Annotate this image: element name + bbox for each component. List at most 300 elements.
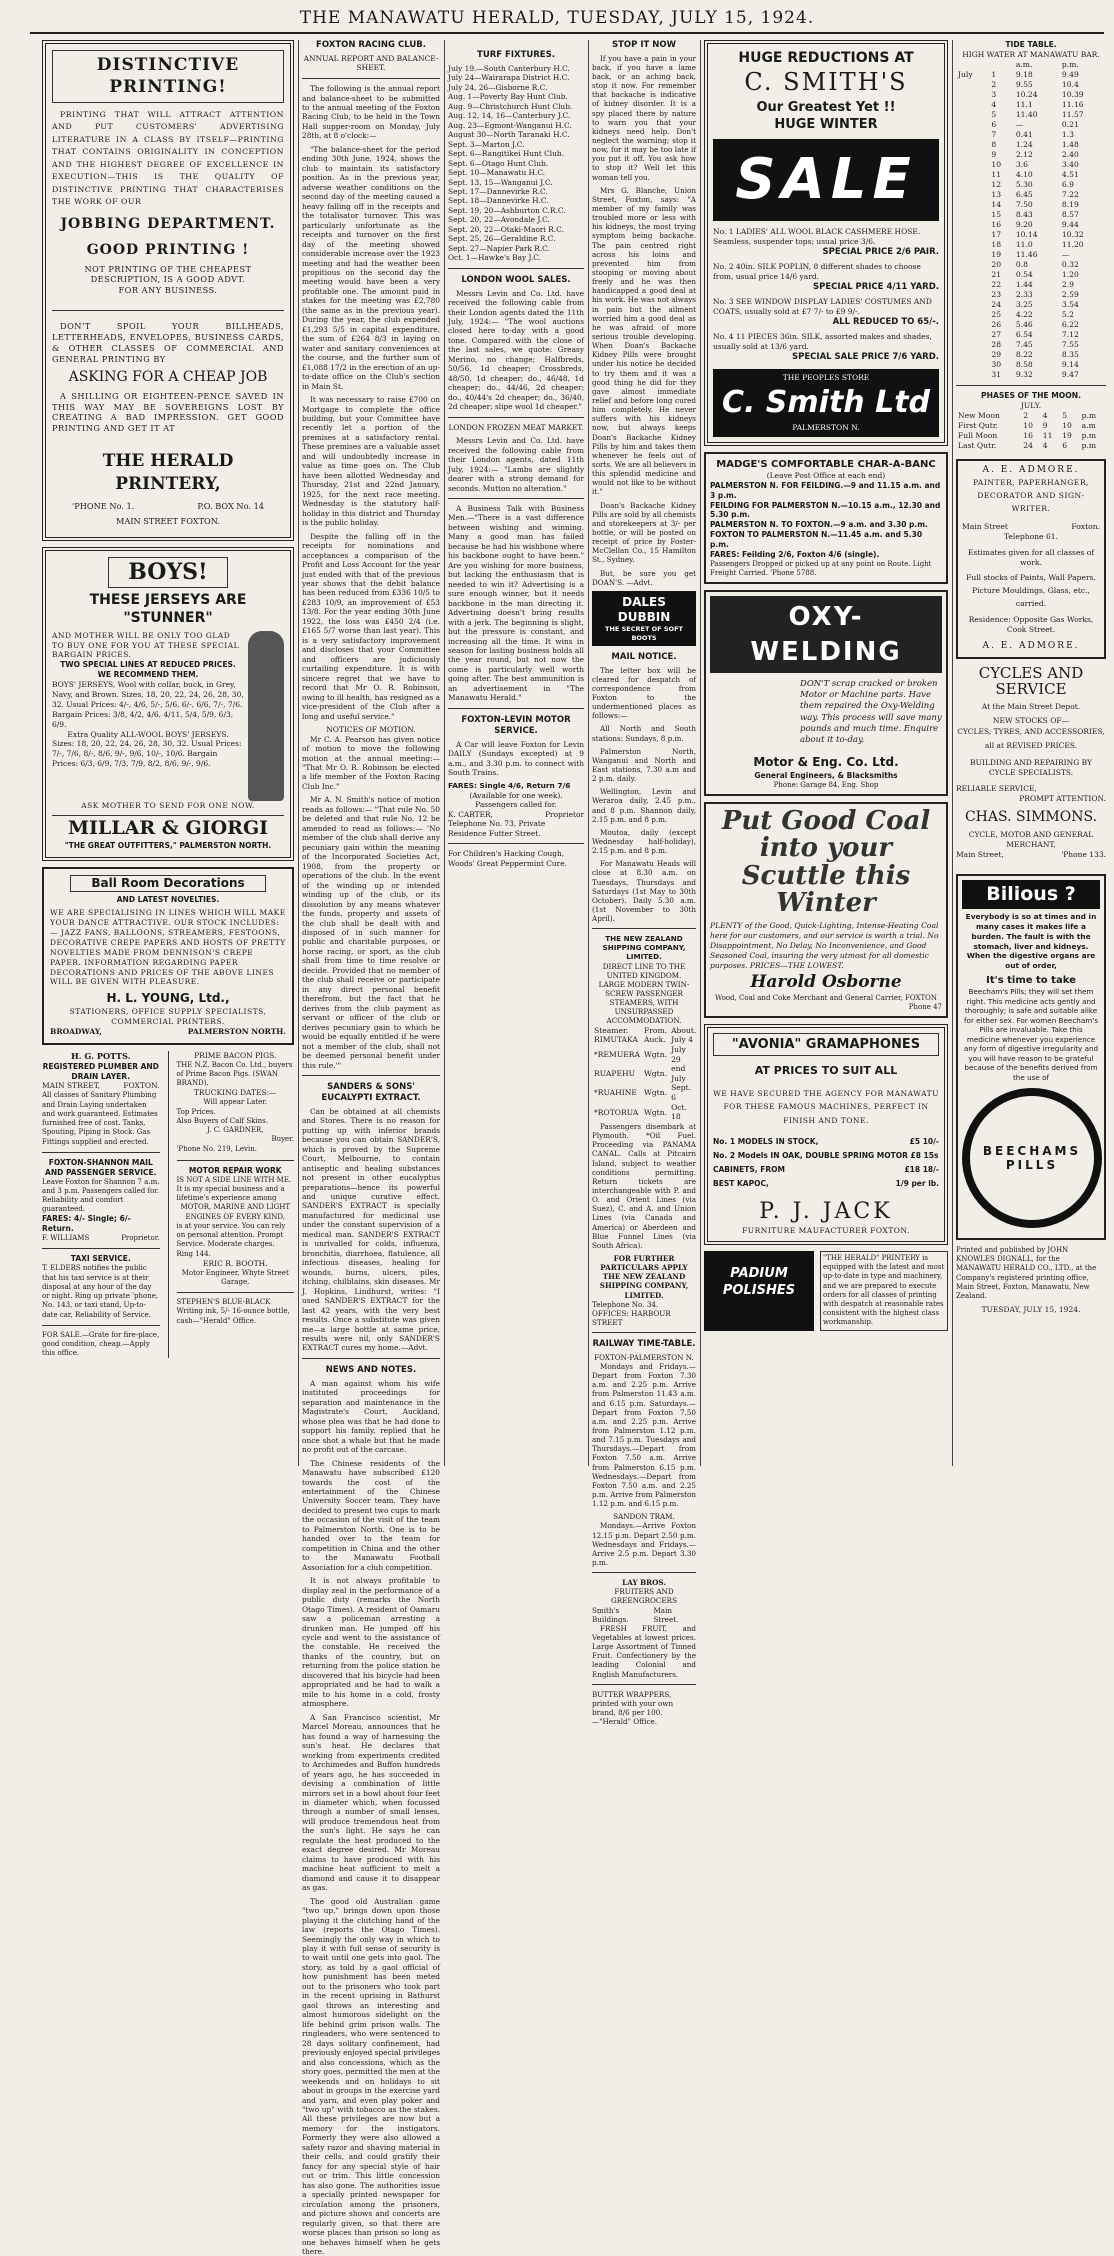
table-cell: — — [1015, 120, 1024, 129]
madge-title: MADGE'S COMFORTABLE CHAR-A-BANC — [716, 458, 936, 470]
ink-ad: STEPHEN'S BLUE-BLACK Writing ink, 5/- 16-ounce bottle, cash—"Herald" Office. — [176, 1298, 290, 1325]
boys-ask: ASK MOTHER TO SEND FOR ONE NOW. — [81, 800, 255, 810]
table-cell: 19 — [1062, 431, 1072, 441]
divider — [592, 1332, 696, 1333]
table-cell: 27 — [991, 330, 1002, 340]
table-cell: 5 — [991, 109, 997, 119]
smith-logo — [713, 369, 939, 436]
tide-row — [956, 360, 1106, 370]
table-cell: 18 — [991, 240, 1002, 250]
news-para: It is not always profitable to display zeal in the performance of a public duty (remarks the North Otago Times). A resident of Oamaru saw a policeman arresting a drunken man. He jumped off his cycle and went to the assistance of the constable. He received the thanks of the country, but on returning from the police station he discovered that his bicycle had been appropriated and he had to walk a mile to his home in a cold, frosty atmosphere. — [302, 1576, 440, 1709]
tide-row — [956, 150, 1106, 160]
bilious-title: Bilious ? — [962, 880, 1100, 909]
racing-para: The following is the annual report and balance-sheet to be submitted to the annual meeting of the Foxton Racing Club, to be held in the Town Hall supper-room on Monday, July 28th, at 8 o'clock:— — [302, 84, 440, 141]
table-cell: 0.8 — [1015, 260, 1028, 270]
turf-fixture: Sept. 19, 20—Ashburton C.R.C. — [448, 205, 566, 215]
turf-fixture: Sept. 13, 15—Wanganui J.C. — [448, 177, 553, 187]
column-5 — [704, 40, 948, 1466]
price-row — [713, 1137, 939, 1147]
levin-owner-row — [448, 810, 584, 819]
price-row — [713, 1179, 939, 1189]
ship-row — [592, 1103, 698, 1122]
divider — [448, 843, 584, 844]
broadway: BROADWAY, — [50, 1026, 102, 1036]
table-cell: 9 — [991, 150, 997, 160]
turf-title: TURF FIXTURES. — [477, 50, 555, 60]
table-cell: 7.55 — [1061, 340, 1079, 350]
table-cell — [956, 310, 989, 320]
ballroom-body: WE ARE SPECIALISING IN LINES WHICH WILL MAKE YOUR DANCE ATTRACTIVE. OUR STOCK INCLUDES:— JAZZ FANS, BALLOONS, STREAMERS, FESTOONS, DECORATIVE CREPE PAPERS AND HOSTS OF PRETTY NOVELTIES MADE FROM DENNISON'S CREPE PAPER. INFORMATION REGARDING PAPER DECORATIONS AND PRICES OF THE ABOVE LINES WILL BE GIVEN WITH PLEASURE. — [50, 908, 286, 987]
table-cell: 6 — [1062, 441, 1068, 451]
table-cell: 12 — [991, 180, 1002, 190]
beechams-logo-text: BEECHAMS PILLS — [982, 1143, 1082, 1172]
turf-fixture: Aug. 1—Poverty Bay Hunt Club. — [448, 92, 568, 102]
table-cell — [956, 260, 989, 270]
nz-direct: DIRECT LINE TO THE UNITED KINGDOM. — [602, 961, 686, 980]
table-cell: 4.10 — [1015, 170, 1033, 180]
column-rule — [298, 40, 299, 1466]
tide-row — [956, 340, 1106, 350]
turf-fixture: Aug. 12, 14, 16—Canterbury J.C. — [448, 111, 571, 121]
news-para: The good old Australian game "two up," brings down upon those playing it the clutching hand of the law (reports the Otago Times). Seemingly the only way in which to play it with full sense of security is to wait until one gets into gaol. The story, as told by a gaol official of how punishment has been meted out to the prisoners who took part in the recent uprising in Bathurst gaol throws an interesting and almost humorous sidelight on the life behind grim prison walls. The ringleaders, who were sentenced to 28 days solitary confinement, had previously enjoyed special privileges and also concessions, which as the story goes, permitted the men at the weekends and on holidays to sit about in groups in the exercise yard and yarn, and even play poker and "two up" with tobacco as the stakes. All these privileges are now but a memory for the instigators. Formerly they were also allowed a safety razor and shaving material in their cells, and could gratify their fancy for any special style of hair cut or trim. This little concession has also gone. The authorities issue a specially printed newspaper for circulation among the prisoners, and picture shows and concerts are regularly given, so that there are worse places than prison so long as one behaves himself when he gets there. — [302, 1896, 440, 2256]
admore-addr — [962, 522, 1100, 532]
potts-body: All classes of Sanitary Plumbing and Drain Laying undertaken and work guaranteed. Estimates furnished free of cost. Tanks, Spouting, Piping in Stock. Gas Fittings supplied and erected. — [42, 1091, 158, 1146]
table-cell — [956, 230, 989, 240]
table-cell: 3.54 — [1061, 300, 1079, 310]
potts-trade: REGISTERED PLUMBER AND DRAIN LAYER. — [42, 1061, 159, 1081]
lay-street: Main Street. — [653, 1605, 679, 1624]
route-line: FEILDING FOR PALMERSTON N.—10.15 a.m., 12.30 and 5.30 p.m. — [710, 500, 941, 520]
pn: PALMERSTON NORTH. — [187, 1026, 286, 1036]
table-cell: 8.19 — [1061, 200, 1079, 210]
moon-table — [956, 411, 1106, 451]
turf-fixture: July 19.—South Canterbury H.C. — [448, 63, 570, 73]
sale-item-price: SPECIAL PRICE 2/6 PAIR. — [822, 247, 939, 258]
madge-lines — [710, 481, 942, 560]
tram-body: Mondays.—Arrive Foxton 12.15 p.m. Depart 2.50 p.m. Wednesdays and Fridays.—Arrive 2.5 p.m. Depart 3.30 p.m. — [592, 1521, 696, 1567]
column-6 — [956, 40, 1106, 1466]
tide-row — [956, 320, 1106, 330]
butter-ad: BUTTER WRAPPERS, printed with your own brand, 8/6 per 100.—"Herald" Office. — [592, 1689, 674, 1727]
table-cell: 29 — [991, 350, 1002, 360]
table-cell: 19 — [991, 250, 1002, 260]
table-cell — [956, 200, 989, 210]
table-cell: 1.24 — [1015, 140, 1033, 150]
bottom-left — [42, 1051, 160, 1359]
lay-addr — [592, 1606, 696, 1624]
table-cell — [956, 110, 989, 120]
nz-further: FOR FURTHER PARTICULARS APPLY THE NEW ZEALAND SHIPPING COMPANY, LIMITED. — [599, 1253, 689, 1300]
bacon-buyer-name: J. C. GARDNER, — [206, 1126, 264, 1135]
table-cell: 3.6 — [1015, 160, 1028, 170]
meat-body: Messrs Levin and Co. Ltd. have received the following cable from their London agents, dated 11th July, 1924:— "Lambs are slightly dearer with a strong demand for seconds. Mutton no alteration." — [448, 436, 584, 493]
tide-row — [956, 190, 1106, 200]
bacon-phone: 'Phone No. 219, Levin. — [176, 1144, 257, 1153]
table-cell: 0.54 — [1015, 270, 1033, 280]
table-cell: 31 — [991, 370, 1002, 380]
distinctive-title: DISTINCTIVE PRINTING! — [52, 50, 284, 103]
smith-items — [713, 227, 939, 363]
table-cell: 10 — [991, 160, 1002, 170]
table-cell: 4 — [1042, 441, 1048, 451]
sale-item-desc: No. 1 LADIES' ALL WOOL BLACK CASHMERE HOSE. Seamless, suspender tops; usual price 3/6. — [713, 227, 921, 247]
table-cell: 0.21 — [1061, 120, 1079, 129]
tide-row — [956, 120, 1106, 130]
imprint-date: TUESDAY, JULY 15, 1924. — [981, 1305, 1081, 1315]
sale-item — [713, 332, 939, 363]
table-cell: 2.33 — [1015, 290, 1033, 300]
madge-leave: (Leave Post Office at each end) — [766, 470, 886, 480]
hl-young-sub: STATIONERS, OFFICE SUPPLY SPECIALISTS, COMMERCIAL PRINTERS. — [69, 1007, 267, 1027]
table-cell: 5.30 — [1015, 180, 1033, 190]
table-cell: end July — [671, 1064, 686, 1083]
sale-item-price: SPECIAL PRICE 4/11 YARD. — [812, 282, 939, 293]
moon-title: PHASES OF THE MOON. — [981, 391, 1081, 401]
moon-row — [956, 421, 1106, 431]
coal-sub: Wood, Coal and Coke Merchant and General Carrier, FOXTON — [714, 993, 938, 1002]
stop-para: Mrs G. Blanche, Union Street, Foxton, says: "A member of my family was troubled more or less with his kidneys, the most trying symptom being backache. The pain centred right across his loins and prevented him from stooping or moving about freely and he was then handicapped a good deal at his work. He was not always in pain but the ailment worried him a good deal as he was afraid of more serious trouble developing. When Doan's Backache Kidney Pills were brought under his notice he decided to try them and it was a good thing he did for they gave almost immediate relief and before long cured him completely. He never suffers with his kidneys now, but always keeps Doan's Backache Kidney Pills by him and takes them whenever he feels out of sorts. We are all believers in this splendid medicine and would not like to be without it." — [592, 185, 696, 497]
table-cell: p.m — [1081, 411, 1097, 421]
price-item: No. 1 MODELS IN STOCK, — [713, 1137, 819, 1147]
column-rule — [700, 40, 701, 1466]
admore-est: Estimates given for all classes of work. — [967, 548, 1095, 568]
tide-row — [956, 160, 1106, 170]
levin-tel: Telephone No. 73, Private Residence Futter Street. — [448, 819, 546, 838]
cycles-phone: 'Phone 133. — [1061, 850, 1106, 860]
bilious-body-1: Everybody is so at times and in many cases it makes life a burden. The fault is with the stomach, liver and kidneys. When the digestive organs are out of order, — [965, 912, 1097, 971]
moon-row — [956, 441, 1106, 451]
divider — [592, 928, 696, 929]
tide-row — [956, 220, 1106, 230]
table-cell: Wgtn. — [643, 1107, 668, 1117]
stop-para: Doan's Backache Kidney Pills are sold by all chemists and storekeepers at 3/- per bottle, or will be posted on receipt of price by Foster-McClellan Co., 15 Hamilton St., Sydney. — [592, 500, 696, 565]
table-cell — [956, 80, 989, 90]
lay-building: Smith's Buildings. — [592, 1605, 629, 1624]
divider — [177, 1292, 295, 1293]
table-cell: 4 — [991, 99, 997, 109]
avonia-title: "AVONIA" GRAMAPHONES — [713, 1033, 939, 1056]
table-cell: 30 — [991, 360, 1002, 370]
route-line: FARES: Feilding 2/6, Foxton 4/6 (single). — [710, 550, 880, 560]
good-printing-title: GOOD PRINTING ! — [86, 242, 250, 259]
table-cell: 25 — [991, 310, 1002, 320]
mail-para: Wellington, Levin and Weraroa daily, 2.45 p.m., and 8 p.m. Shannon daily, 2.15 p.m. and 8 p.m. — [592, 787, 696, 824]
for-sale: FOR SALE.—Grate for fire-place, good condition, cheap.—Apply this office. — [42, 1330, 160, 1358]
table-cell: 10.32 — [1061, 230, 1084, 240]
boy-illustration — [248, 631, 284, 801]
tide-row — [956, 300, 1106, 310]
mail-para: All North and South stations: Sundays, 8 p.m. — [592, 724, 696, 743]
table-cell: July 4 — [671, 1035, 693, 1045]
levin-after: (Available for one week). Passengers called for. — [469, 790, 563, 810]
racing-para: Despite the falling off in the receipts for nominations and acceptances a comparison of the Profit and Loss Account for the year just ended with that of the previous year shows that the debit balance has been reduced from £336 10/5 to £283 10/9, an improvement of £53 13/8. For the year ending 30th June 1922, the loss was £450 2/4 (i.e. £165 5/7 worse than last year). This is a very satisfactory improvement and discloses that your Committee and officers are judiciously curtailing expenditure. It is with sincere regret that we have to record that Mr O. R. Robinson, owing to ill health, has resigned as a vice-president of the Club after a long and useful service." — [302, 531, 440, 721]
bacon-top: Top Prices. — [176, 1107, 216, 1116]
table-cell: 11.0 — [1015, 240, 1033, 250]
mail-title: FOXTON-SHANNON MAIL AND PASSENGER SERVICE. — [45, 1157, 157, 1177]
jobbing-department: JOBBING DEPARTMENT. — [60, 215, 276, 232]
ships-table — [592, 1026, 698, 1122]
news-continued — [448, 40, 584, 44]
oxy-text: DON'T scrap cracked or broken Motor or Machine parts. Have them repaired the Oxy-Welding way. This process will save many pounds and much time. Enquire about it to-day. — [800, 679, 942, 746]
table-cell — [956, 250, 989, 260]
tide-row — [956, 280, 1106, 290]
stop-para: But, be sure you get DOAN'S. —Advt. — [592, 568, 696, 587]
table-cell: Auck. — [643, 1035, 666, 1045]
masthead-rule — [30, 32, 1104, 34]
printery-street: MAIN STREET FOXTON. — [115, 515, 221, 526]
table-cell: 3.40 — [1061, 160, 1079, 170]
boys-title: BOYS! — [108, 557, 228, 588]
cycles-title: CYCLES AND SERVICE — [978, 663, 1084, 699]
admore-tel: Telephone 61. — [1003, 531, 1059, 541]
dont-spoil-text: DON'T SPOIL YOUR BILLHEADS, LETTERHEADS, ENVELOPES, BUSINESS CARDS, & OTHER CLASSES OF COMMERCIAL AND GENERAL PRINTING BY — [52, 321, 284, 364]
oxy-title: OXY-WELDING — [710, 596, 942, 673]
table-cell — [956, 370, 989, 380]
taxi-body: T. ELDERS notifies the public that his taxi service is at their disposal at any hour of the day or night. Ring up private 'phone, No. 143, or taxi stand, Up-to-date car, Reliability of Service. — [42, 1264, 159, 1319]
table-cell: 4.51 — [1061, 170, 1079, 180]
levin-owner: K. CARTER, — [448, 809, 493, 819]
table-cell: *REMUERA — [594, 1049, 640, 1059]
tide-row — [956, 240, 1106, 250]
tide-row — [956, 70, 1106, 80]
nz-offices: OFFICES: HARBOUR STREET — [592, 1308, 671, 1327]
oxy-phone: Phone: Garage 84, Eng. Shop — [773, 780, 879, 789]
turf-fixture: July 24, 26—Gisborne R.C. — [448, 82, 548, 92]
news-title: NEWS AND NOTES. — [325, 1364, 417, 1375]
nz-large: LARGE MODERN TWIN-SCREW PASSENGER STEAMERS, WITH UNSURPASSED ACCOMMODATION. — [598, 979, 690, 1026]
table-cell — [956, 150, 989, 160]
table-cell — [956, 360, 989, 370]
mail-para: For Manawatu Heads will close at 8.30 a.m. on Tuesdays, Thursdays and Saturdays (1st May to 30th October). Daily 5.30 a.m. (1st November to 30th April). — [592, 859, 696, 924]
dales-dubbin-ad — [592, 591, 696, 646]
moon-month: JULY. — [1020, 401, 1042, 411]
smith-logo-town: PALMERSTON N. — [792, 422, 860, 432]
table-cell: 14 — [991, 200, 1002, 210]
turf-fixture: Sept. 27—Napier Park R.C. — [448, 243, 550, 253]
column-rule — [588, 40, 589, 1466]
admore-name-2: A. E. ADMORE. — [982, 640, 1080, 651]
motor-title: MOTOR REPAIR WORK — [188, 1165, 282, 1175]
column-rule — [952, 40, 953, 1466]
masthead: THE MANAWATU HERALD, TUESDAY, JULY 15, 1924. — [299, 8, 815, 28]
table-cell: 20 — [991, 260, 1002, 270]
price-item: CABINETS, FROM — [713, 1165, 785, 1175]
table-cell — [956, 130, 989, 140]
table-cell — [956, 350, 989, 360]
table-cell: Wgtn. — [643, 1088, 668, 1098]
header-cell — [989, 60, 1013, 70]
tram-title: SANDON TRAM. — [613, 1512, 675, 1522]
column-4 — [592, 40, 697, 1727]
potts-name: H. G. POTTS. — [71, 1050, 131, 1061]
table-cell: 10 — [1062, 421, 1072, 431]
tide-row — [956, 230, 1106, 240]
table-cell: 16 — [991, 220, 1002, 230]
tide-table — [956, 60, 1106, 381]
sale-item-desc: No. 4 11 PIECES 36in. SILK, assorted makes and shades, usually sold at 13/6 yard. — [713, 332, 932, 352]
tide-row — [956, 110, 1106, 120]
table-cell: 4.22 — [1015, 310, 1033, 320]
levin-fares: FARES: Single 4/6, Return 7/6 — [448, 781, 571, 791]
racing-title: FOXTON RACING CLUB. — [316, 40, 426, 50]
table-cell: 7 — [991, 130, 997, 140]
bilious-take: It's time to take — [986, 974, 1076, 986]
table-cell — [956, 280, 989, 290]
table-cell: 1.44 — [1015, 280, 1033, 290]
cycles-firm: CHAS. SIMMONS. — [964, 809, 1098, 825]
meat-title: LONDON FROZEN MEAT MARKET. — [448, 422, 584, 432]
turf-fixture: Sept. 18—Dannevirke H.C. — [448, 196, 549, 206]
sale-item-price: ALL REDUCED TO 65/-. — [832, 317, 939, 328]
millar-giorgi: MILLAR & GIORGI — [52, 815, 284, 841]
turf-fixture: Oct. 1—Hawke's Bay J.C. — [448, 253, 542, 263]
distinctive-body: PRINTING THAT WILL ATTRACT ATTENTION AND PUT CUSTOMERS' ADVERTISING LITERATURE IN A CLASS BY ITSELF—PRINTING THAT CONTAINS ORIGINALITY IN CONCEPTION AND THE HIGHEST DEGREE OF EXCELLENCE IN EXECUTION—THIS IS THE QUALITY OF DISTINCTIVE PRINTING THAT CHARACTERISES THE WORK OF OUR — [52, 109, 284, 207]
table-cell — [956, 340, 989, 350]
admore-street: Main Street — [962, 521, 1008, 531]
divider — [592, 1572, 696, 1573]
tide-row — [956, 370, 1106, 380]
turf-fixture: Aug. 9—Christchurch Hunt Club. — [448, 101, 573, 111]
table-cell: First Qutr. — [958, 421, 999, 431]
header-cell: p.m. — [1061, 59, 1079, 69]
table-cell: Wgtn. — [643, 1049, 668, 1059]
divider — [448, 498, 584, 499]
table-cell: 0.41 — [1015, 130, 1033, 140]
price-row — [713, 1151, 939, 1161]
potts-street: MAIN STREET, — [42, 1081, 101, 1091]
ship-row — [592, 1064, 698, 1083]
beechams-clock-logo — [962, 1088, 1102, 1228]
route-line: PALMERSTON N. TO FOXTON.—9 a.m. and 3.30 p.m. — [710, 520, 928, 530]
motor-ring: Ring 144. — [176, 1249, 211, 1258]
coal-phone: Phone 47 — [908, 1002, 942, 1011]
tide-row — [956, 270, 1106, 280]
table-header — [956, 60, 1106, 70]
herald-printery-title: THE HERALD PRINTERY, — [102, 451, 234, 494]
table-cell: Sept. 6 — [671, 1083, 692, 1103]
table-cell: 8.58 — [1015, 360, 1033, 370]
business-talk: A Business Talk with Business Men.—"There is a vast difference between wishing and winning. Many a good man has failed because he had his wishbone where his backbone ought to have been." Are you wishing for more business, but lacking the enthusiasm that is needed to win it? Advertising is a sure enough winner, but it needs backbone in the man directing it. Advertising doesn't bring results with a jerk. The beginning is slight, but the pressure is constant, and increasing all the time. It wins in season for lasting business holds all the year round, but not now the come is particularly well worth going after. The best ammunition is an advertisement in "The Manawatu Herald." — [448, 503, 584, 703]
table-cell: 6 — [991, 120, 997, 129]
sanders-body: Can be obtained at all chemists and Stores. There is no reason for putting up with inferior brands because you can obtain SANDER'S, which is proved by the Supreme Court, Melbourne, to contain antiseptic and healing substances not present in other eucalyptus preparations—hence its powerful and unique curative effect. SANDER'S EXTRACT is specially manufactured for medicinal use under the constant supervision of a medical man. SANDER'S EXTRACT is unrivalled for colds, influenza, bronchitis, diarrhoea, flatulence, all infectious diseases, healing for wounds, burns, ulcers, piles, itching, chilblains, skin diseases. Mr J. Hopkins, Lindhurst, writes: "I used SANDER'S EXTRACT for the last 42 years, with the very best results. Once a substitute was given me—a large bottle at same price, results were nil, only SANDER'S EXTRACT cures my home.—Advt. — [302, 1106, 440, 1353]
table-cell: 6.45 — [1015, 190, 1033, 200]
cycles-addr — [956, 850, 1106, 860]
table-cell: 7.50 — [1015, 200, 1033, 210]
imprint: Printed and published by JOHN KNOWLES DIGNALL, for the MANAWATU HERALD CO., LTD., at the Company's registered printing office, Main Street, Foxton, Manawatu, New Zealand. — [956, 1246, 1097, 1301]
coal-art: Put Good Coal into your Scuttle this Winter — [721, 805, 931, 918]
table-cell — [956, 330, 989, 340]
boys-body-2: Sizes: 18, 20, 22, 24, 26, 28, 30, 32. Usual Prices: 7/-, 7/6, 8/-, 8/6, 9/-, 9/6, 10/-, 10/6. Bargain Prices: 6/3, 6/9, 7/3, 7/9, 8/2, 8/6, 9/-, 9/6. — [52, 739, 242, 769]
table-cell: 7.22 — [1061, 190, 1079, 200]
divider — [448, 417, 584, 418]
mail-owner — [42, 1234, 160, 1243]
smith-logo-name: C. Smith Ltd — [721, 385, 931, 421]
table-cell: 6.9 — [1061, 180, 1074, 190]
table-cell: 2.40 — [1061, 150, 1079, 160]
jack-name: P. J. JACK — [759, 1198, 893, 1224]
table-cell: 11.1 — [1015, 99, 1033, 109]
news-para: The Chinese residents of the Manawatu have subscribed £120 towards the cost of the entertainment of the Chinese University Soccer team. They have decided to present two cups to mark the occasion of the visit of the team to Palmerston North. One is to be handed over to the team for competition in China and the other to the Manawatu Football Association for a club competition. — [302, 1458, 440, 1572]
table-cell — [956, 320, 989, 330]
table-cell: Full Moon — [958, 431, 998, 441]
bacon-calf: Also Buyers of Calf Skins. — [176, 1116, 268, 1125]
table-cell: 7.45 — [1015, 340, 1033, 350]
table-cell: July 29 — [671, 1044, 686, 1064]
table-cell: 4 — [1042, 411, 1048, 421]
beechams-ad — [956, 874, 1106, 1240]
turf-fixture: Sept. 6—Otago Hunt Club. — [448, 158, 549, 168]
bottom-right — [177, 1051, 295, 1359]
table-cell: 11.20 — [1061, 240, 1084, 250]
cycles-sub: CYCLE, MOTOR AND GENERAL MERCHANT, — [968, 830, 1094, 850]
price-row — [713, 1165, 939, 1175]
bacon-buyer: Buyer. — [271, 1135, 294, 1144]
tide-row — [956, 210, 1106, 220]
header-cell: About. — [671, 1025, 697, 1035]
column-3 — [448, 40, 584, 1466]
table-cell: 6.22 — [1061, 320, 1079, 330]
table-cell: 9.47 — [1061, 370, 1079, 380]
table-cell: 11 — [991, 170, 1002, 180]
wool-body: Messrs Levin and Co. Ltd. have received the following cable from their London agents dated the 11th July, 1924:— "The wool auctions closed here to-day with a good tone. Compared with the close of the last sales, we quote: Greasy Merino, no change; Halfbreds, 50/56, 1d cheaper; Crossbreds, 48/50, 1d cheaper; do., 46/48, 1d cheaper; do., 44/46, 2d cheaper; do., 40/44's 2d cheaper; do., 36/40, 2d cheaper; slipe wool 1d cheaper." — [448, 288, 584, 412]
bacon-title: PRIME BACON PIGS. — [194, 1050, 277, 1060]
avonia-body: WE HAVE SECURED THE AGENCY FOR MANAWATU FOR THESE FAMOUS MACHINES, PERFECT IN FINISH AND TONE. — [713, 1088, 939, 1125]
smith-sale-ad — [704, 40, 948, 446]
mail-notice-title: MAIL NOTICE. — [611, 651, 677, 662]
route-line: FOXTON TO PALMERSTON N.—11.45 a.m. and 5.30 p.m. — [710, 530, 923, 550]
sale-item-price: SPECIAL SALE PRICE 7/6 YARD. — [792, 352, 939, 363]
turf-fixture: Aug. 23—Egmont-Wanganui H.C. — [448, 120, 572, 130]
madge-foot: Passengers Dropped or picked up at any point on Route. Light Freight Carried. 'Phone 5788. — [710, 559, 932, 578]
table-cell: Oct. 18 — [671, 1102, 688, 1122]
table-cell: 2 — [1023, 411, 1029, 421]
mail-fares: FARES: 4/- Single; 6/- Return. — [42, 1214, 131, 1234]
divider — [177, 1160, 295, 1161]
table-cell: 5.2 — [1061, 310, 1074, 320]
ship-row — [592, 1045, 698, 1064]
table-cell: 16 — [1023, 431, 1033, 441]
divider — [302, 1075, 440, 1076]
tide-row — [956, 140, 1106, 150]
motor-addr: Motor Engineer, Whyte Street Garage. — [181, 1268, 289, 1286]
motor-name: ERIC R. BOOTH. — [203, 1258, 268, 1268]
boys-intro: AND MOTHER WILL BE ONLY TOO GLAD TO BUY ONE FOR YOU AT THESE SPECIAL BARGAIN PRICES. — [52, 630, 240, 660]
smith-winter: HUGE WINTER — [774, 117, 878, 133]
table-cell: a.m — [1081, 421, 1096, 431]
coal-body: PLENTY of the Good, Quick-Lighting, Intense-Heating Coal here for our customers, and our service is worth a trial. No Disappointment, No Delay, No Inconvenience, and Good Seasoned Coal, insuring the very utmost for all domestic purposes. PRICES—THE LOWEST. — [710, 921, 939, 971]
table-cell: 28 — [991, 340, 1002, 350]
table-cell: 24 — [1023, 441, 1033, 451]
divider — [956, 385, 1106, 386]
turf-fixture: Sept. 10—Manawatu H.C. — [448, 168, 546, 178]
tide-row — [956, 90, 1106, 100]
printery-pobox: P.O. BOX No. 14 — [197, 501, 264, 512]
cough-ad: For Children's Hacking Cough, Woods' Great Peppermint Cure. — [448, 849, 567, 868]
price-item: BEST KAPOC, — [713, 1179, 769, 1188]
turf-fixture: July 24—Wairarapa District H.C. — [448, 73, 570, 83]
route-line: PALMERSTON N. FOR FEILDING.—9 and 11.15 a.m. and 3 p.m. — [710, 480, 941, 500]
avonia-ad — [704, 1024, 948, 1245]
column-2 — [302, 40, 440, 2256]
price-value: £5 10/- — [909, 1137, 939, 1147]
mail-owner-prop: Proprietor. — [121, 1234, 160, 1243]
table-cell: 22 — [991, 280, 1002, 290]
column-1 — [42, 40, 294, 1466]
table-cell: p.m — [1081, 441, 1097, 451]
table-cell: 26 — [991, 320, 1002, 330]
table-cell: 13 — [991, 190, 1002, 200]
table-cell — [956, 270, 989, 280]
